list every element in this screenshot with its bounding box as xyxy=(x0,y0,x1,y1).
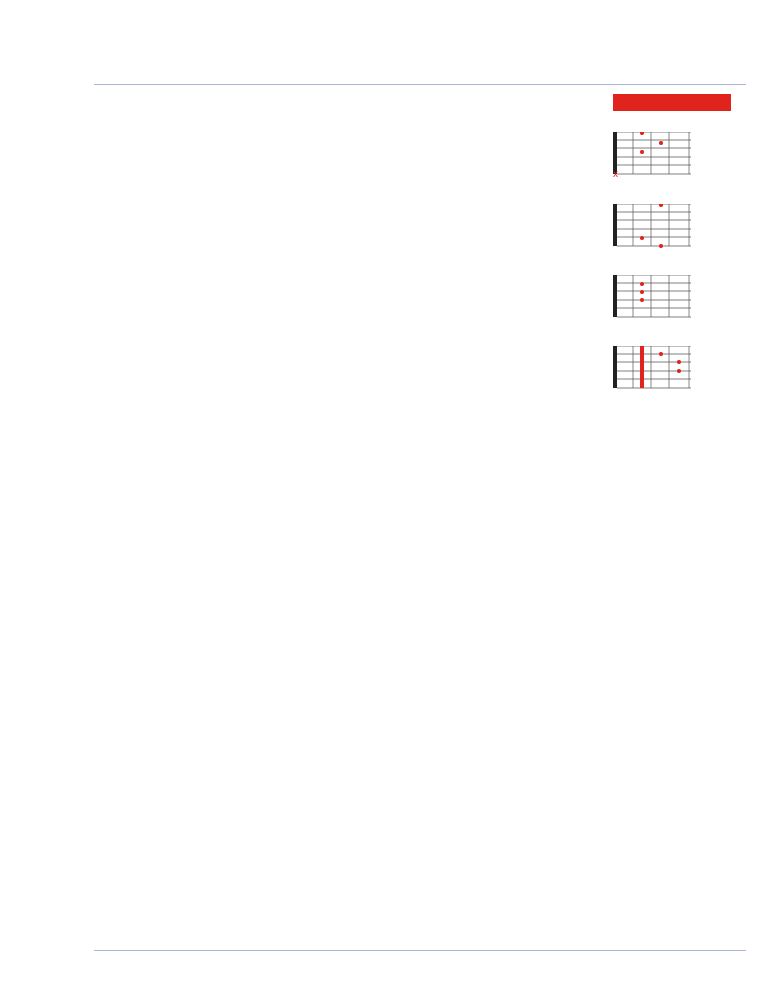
footer-rule xyxy=(94,950,746,951)
chord-diagram-a xyxy=(611,275,691,319)
chord-diagrams-header xyxy=(613,94,731,111)
solo-line xyxy=(147,644,156,692)
intro-line xyxy=(147,97,156,145)
chord-diagram-d xyxy=(611,132,691,178)
chord-diagram-h xyxy=(611,346,691,390)
chord-diagram-g xyxy=(611,204,691,248)
bridge-line xyxy=(147,433,156,481)
svg-text:x: x xyxy=(613,169,618,178)
header-rule xyxy=(94,84,746,85)
